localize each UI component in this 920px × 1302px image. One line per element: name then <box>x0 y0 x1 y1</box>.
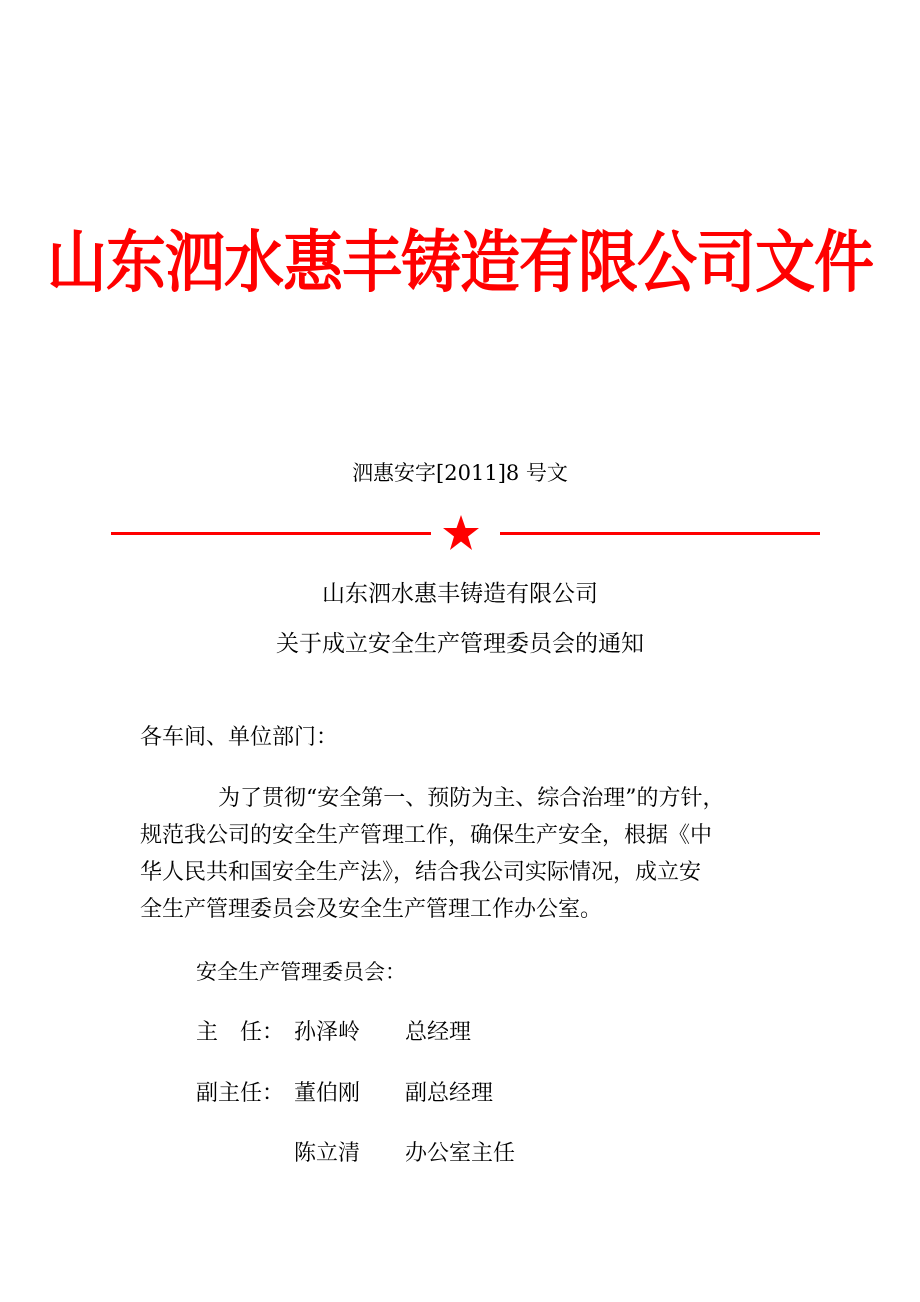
notice-title-line-2: 关于成立安全生产管理委员会的通知 <box>276 631 644 657</box>
member-name: 孙泽岭 <box>294 1020 361 1045</box>
paragraph-line: 为了贯彻“安全第一、预防为主、综合治理”的方针， <box>218 786 725 811</box>
star-icon <box>440 512 482 554</box>
member-role: 主 任： <box>196 1020 285 1045</box>
member-role: 副主任： <box>196 1081 285 1106</box>
member-name: 董伯刚 <box>294 1081 361 1106</box>
member-name: 陈立清 <box>294 1141 361 1166</box>
member-title: 办公室主任 <box>405 1141 516 1166</box>
divider-left <box>111 532 431 535</box>
document-number: 泗惠安字[2011]8 号文 <box>352 461 568 485</box>
paragraph-line: 全生产管理委员会及安全生产管理工作办公室。 <box>140 897 603 922</box>
document-header: 山东泗水惠丰铸造有限公司文件 <box>47 224 873 303</box>
notice-title-line-1: 山东泗水惠丰铸造有限公司 <box>322 581 598 607</box>
paragraph-line: 华人民共和国安全生产法》，结合我公司实际情况，成立安 <box>140 860 702 885</box>
paragraph-line: 规范我公司的安全生产管理工作，确保生产安全，根据《中 <box>140 823 713 848</box>
salutation: 各车间、单位部门： <box>140 725 339 750</box>
member-title: 副总经理 <box>405 1081 494 1106</box>
divider-right <box>500 532 820 535</box>
committee-heading: 安全生产管理委员会： <box>196 960 406 984</box>
member-title: 总经理 <box>405 1020 472 1045</box>
